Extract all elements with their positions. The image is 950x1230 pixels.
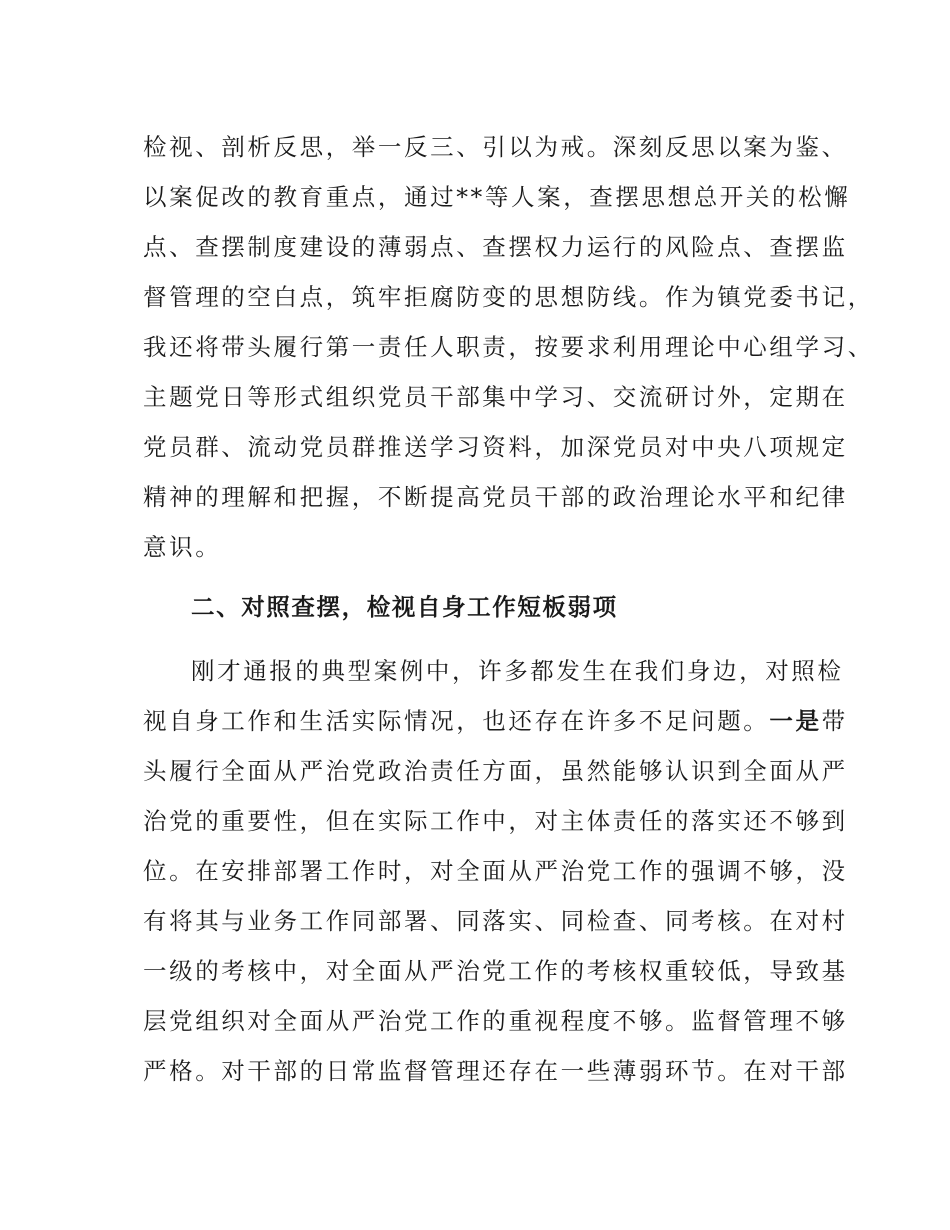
paragraph-line: 刚才通报的典型案例中，许多都发生在我们身边，对照检	[191, 657, 844, 685]
paragraph-line: 头履行全面从严治党政治责任方面，虽然能够认识到全面从严	[143, 757, 848, 785]
paragraph-line: 一级的考核中，对全面从严治党工作的考核权重较低，导致基	[143, 957, 848, 985]
paragraph-line: 严格。对干部的日常监督管理还存在一些薄弱环节。在对干部	[143, 1057, 848, 1085]
emphasis-label: 一是	[769, 707, 822, 735]
paragraph-line: 点、查摆制度建设的薄弱点、查摆权力运行的风险点、查摆监	[143, 233, 848, 261]
section-heading: 二、对照查摆，检视自身工作短板弱项	[191, 593, 618, 621]
paragraph-line: 督管理的空白点，筑牢拒腐防变的思想防线。作为镇党委书记，	[143, 283, 874, 311]
line-text: 视自身工作和生活实际情况，也还存在许多不足问题。	[143, 707, 770, 735]
line-text: 带	[821, 707, 848, 735]
paragraph-line: 党员群、流动党员群推送学习资料，加深党员对中央八项规定	[143, 433, 848, 461]
paragraph-line: 治党的重要性，但在实际工作中，对主体责任的落实还不够到	[143, 807, 848, 835]
paragraph-line: 以案促改的教育重点，通过**等人案，查摆思想总开关的松懈	[143, 183, 851, 211]
paragraph-line: 意识。	[143, 533, 222, 561]
paragraph-line: 层党组织对全面从严治党工作的重视程度不够。监督管理不够	[143, 1007, 848, 1035]
paragraph-line	[143, 696, 848, 746]
paragraph-line: 位。在安排部署工作时，对全面从严治党工作的强调不够，没	[143, 857, 848, 885]
paragraph-line: 精神的理解和把握，不断提高党员干部的政治理论水平和纪律	[143, 483, 848, 511]
paragraph-line: 主题党日等形式组织党员干部集中学习、交流研讨外，定期在	[143, 383, 848, 411]
paragraph-line: 我还将带头履行第一责任人职责，按要求利用理论中心组学习、	[143, 333, 874, 361]
paragraph-line: 有将其与业务工作同部署、同落实、同检查、同考核。在对村	[143, 907, 848, 935]
paragraph-line: 检视、剖析反思，举一反三、引以为戒。深刻反思以案为鉴、	[143, 133, 848, 161]
